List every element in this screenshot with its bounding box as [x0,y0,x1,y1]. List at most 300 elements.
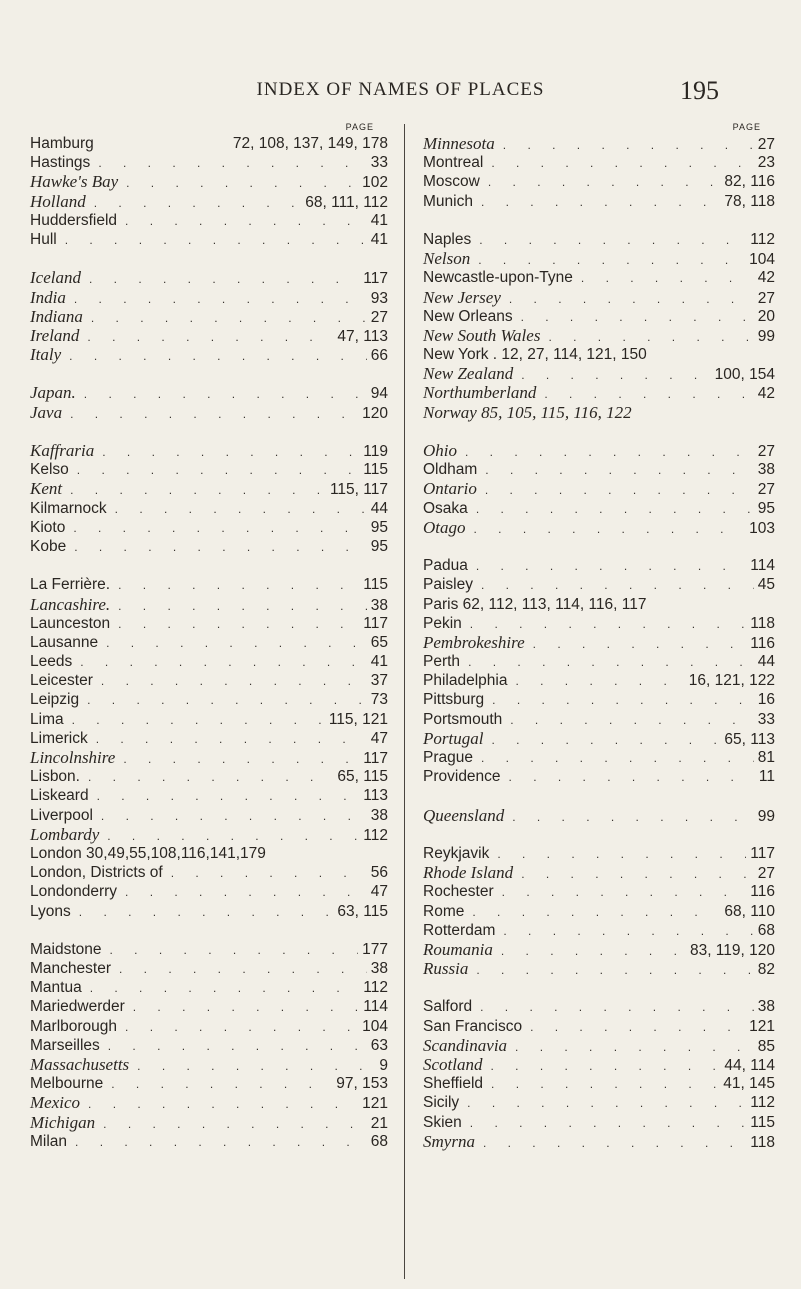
leader-dots [504,808,754,827]
place-name: London 30,49,55,108,116,141,179 [30,844,266,862]
place-name: Paris 62, 112, 113, 114, 116, 117 [423,595,647,613]
page-references: 66 [370,347,388,365]
page-references: 38 [370,806,388,824]
page-references: 63, 115 [337,902,388,920]
letter-group-gap [423,825,775,844]
page-references: 27 [757,443,775,460]
place-name: Rotterdam [423,921,496,939]
index-entry [423,192,775,211]
index-entry [423,671,775,690]
letter-group-gap [30,422,388,441]
index-groups [30,134,388,1151]
page-references: 112 [363,826,388,844]
page-references: 38 [370,596,388,614]
letter-group-gap [30,556,388,575]
place-name: New York . 12, 27, 114, 121, 150 [423,346,647,364]
place-name: Manchester [30,960,111,978]
index-entry [30,959,388,978]
page-references: 118 [750,614,775,632]
index-entry [30,671,388,690]
leader-dots [71,903,334,922]
place-name: Liskeard [30,787,89,805]
leader-dots [460,653,754,672]
leader-dots [102,941,359,960]
leader-dots [89,787,360,806]
page-references: 83, 119, 120 [689,941,775,959]
leader-dots [459,1094,746,1113]
index-entry [30,595,388,614]
leader-dots [501,768,755,787]
place-name: Leicester [30,672,93,690]
place-name: Prague [423,749,473,766]
leader-dots [513,366,710,385]
page-references: 33 [370,154,388,172]
leader-dots [475,1134,746,1153]
index-entry [423,902,775,921]
index-entry [423,1074,775,1093]
page-references: 117 [363,270,388,288]
index-entry [423,1017,775,1036]
place-name: Maidstone [30,940,102,958]
index-entry [30,211,388,230]
page-references: 68 [757,921,775,939]
index-entry [30,518,388,537]
place-name: Indiana [30,306,83,326]
place-name: Marlborough [30,1017,118,1035]
leader-dots [118,174,358,193]
page-header [0,76,801,109]
index-entry [30,652,388,671]
place-name: Ireland [30,325,80,345]
place-name: Pittsburg [423,691,485,709]
leader-dots [525,635,747,654]
leader-dots [473,576,754,595]
page-references: 94 [370,385,388,403]
index-entry [30,1055,388,1074]
place-name: Launceston [30,614,111,632]
leader-dots [468,557,746,576]
index-entry [30,575,388,594]
index-entry [30,882,388,901]
leader-dots [80,768,333,787]
index-entry [30,230,388,249]
leader-dots [93,672,367,691]
index-entry [30,940,388,959]
place-name: Leipzig [30,691,80,709]
page-references: 82, 116 [724,173,775,191]
place-name: Limerick [30,729,88,747]
leader-dots [117,212,367,231]
place-name: Scotland [423,1055,483,1074]
leader-dots [573,269,754,288]
index-column-left [30,120,388,1151]
index-entry [423,518,775,537]
index-entry [30,192,388,211]
leader-dots [83,309,367,328]
index-entry [30,633,388,652]
page-references: 47 [370,883,388,901]
page-references: 113 [363,787,388,805]
leader-dots [471,231,746,250]
page-references: 65 [370,633,388,651]
place-name: Ohio [423,441,457,460]
letter-group-gap [423,978,775,997]
leader-dots [115,750,359,769]
index-entry [30,978,388,997]
place-name: Lancashire. [30,594,111,614]
index-entry [30,153,388,172]
index-entry [423,595,775,614]
place-name: Melbourne [30,1075,104,1093]
leader-dots [484,691,754,710]
leader-dots [495,922,753,941]
place-name: Northumberland [423,383,537,403]
place-name: New Jersey [423,287,501,307]
page-references: 68, 111, 112 [305,193,388,211]
index-entry [30,748,388,767]
index-entry [30,383,388,402]
page-references: 114 [750,557,775,575]
index-entry [30,729,388,748]
index-column-right [423,120,775,1151]
index-entry [423,652,775,671]
index-entry [423,326,775,345]
page-references: 115 [363,576,388,594]
place-name: London, Districts of [30,864,163,882]
page-references: 95 [757,499,775,517]
page-references: 97, 153 [336,1075,388,1093]
place-name: Ontario [423,479,477,499]
index-entry [423,345,775,364]
leader-dots [69,461,360,480]
page-references: 16, 121, 122 [688,672,775,690]
place-name: Lombardy [30,824,100,844]
place-name: Sicily [423,1094,460,1112]
index-entry [30,479,388,498]
index-entry [423,921,775,940]
index-groups [423,134,775,1151]
place-name: Hamburg [30,135,94,152]
page-references: 104 [749,251,775,269]
index-entry [423,767,775,786]
leader-dots [473,193,720,212]
page-references: 103 [749,519,775,537]
index-entry [30,441,388,460]
leader-dots [507,672,684,691]
page-references: 112 [363,979,388,997]
leader-dots [66,290,367,309]
place-name: Providence [423,768,501,786]
page-references: 45 [757,576,775,594]
page-references: 37 [370,672,388,690]
index-entry [30,767,388,786]
index-entry [30,806,388,825]
page-references: 21 [370,1114,388,1132]
leader-dots [86,194,302,213]
index-entry [30,902,388,921]
leader-dots [489,845,746,864]
index-entry [423,249,775,268]
page-references: 116 [750,634,775,652]
leader-dots [502,711,753,730]
index-entry [423,710,775,729]
letter-group-gap [423,211,775,230]
leader-dots [477,461,753,480]
page-references: 115 [363,461,388,479]
place-name: Hastings [30,154,91,172]
place-name: Mariedwerder [30,998,125,1016]
leader-dots [483,154,753,173]
place-name: Munich [423,192,473,210]
page-references: 42 [757,385,775,403]
index-entry [423,460,775,479]
index-entry [423,134,775,153]
index-entry [30,307,388,326]
place-name: New South Wales [423,325,541,345]
place-name: Kent [30,479,63,499]
leader-dots [64,711,325,730]
page-references: 44, 114 [724,1057,775,1074]
leader-dots [95,1115,367,1134]
leader-dots [117,1018,358,1037]
page-references: 121 [749,1017,775,1035]
index-entry [423,1132,775,1151]
place-name: Rhode Island [423,863,514,883]
page-references: 95 [370,518,388,536]
index-entry [423,1113,775,1132]
page-references: 27 [757,481,775,499]
page-references: 63 [370,1036,388,1054]
leader-dots [493,942,686,961]
place-name: Kaffraria [30,441,95,460]
page-references: 115, 117 [329,481,388,499]
leader-dots [76,385,367,404]
page-references: 27 [757,865,775,883]
letter-group-gap [30,249,388,268]
page-references: 112 [750,230,775,248]
page-references: 65, 113 [724,730,775,748]
index-entry [30,710,388,729]
index-entry [423,230,775,249]
page-references: 33 [757,710,775,728]
index-entry [423,153,775,172]
index-entry [30,1132,388,1151]
page-references: 47, 113 [337,327,388,345]
index-entry [30,288,388,307]
page-references: 65, 115 [337,768,388,786]
page-references: 27 [370,308,388,326]
index-entry [423,288,775,307]
place-name: Moscow [423,173,480,191]
leader-dots [468,500,754,519]
place-name: Montreal [423,154,484,172]
leader-dots [163,864,367,883]
page-references: 115, 121 [328,710,388,728]
page-references: 27 [757,289,775,307]
index-entry [30,499,388,518]
index-entry [423,748,775,767]
page-column-label: PAGE [345,122,374,132]
place-name: Leeds [30,653,73,671]
leader-dots [100,1037,367,1056]
page-references: 68 [370,1132,388,1150]
index-entry [30,1017,388,1036]
place-name: Queensland [423,805,505,825]
index-entry [423,364,775,383]
page-references: 9 [379,1057,388,1074]
place-name: Scandinavia [423,1035,508,1055]
index-entry [30,863,388,882]
leader-dots [462,1114,747,1133]
leader-dots [507,1038,754,1057]
leader-dots [110,597,367,616]
leader-dots [477,481,754,500]
index-entry [423,806,775,825]
index-entry [30,786,388,805]
index-entry [423,940,775,959]
leader-dots [117,883,367,902]
place-name: Pembrokeshire [423,632,525,652]
leader-dots [111,960,367,979]
leader-dots [495,136,754,155]
index-entry [423,499,775,518]
leader-dots [94,443,359,462]
leader-dots [65,519,366,538]
place-name: Reykjavik [423,844,490,862]
page-references: 41 [370,653,388,671]
place-name: Smyrna [423,1131,475,1151]
letter-group-gap [30,364,388,383]
page-references: 117 [363,750,388,767]
place-name: New Orleans [423,307,513,325]
place-name: Massachusetts [30,1055,130,1074]
index-entry [423,633,775,652]
place-name: Skien [423,1113,462,1131]
page-references: 177 [362,940,388,958]
leader-dots [72,653,367,672]
page-references: 41, 145 [723,1075,775,1093]
leader-dots [107,500,367,519]
leader-dots [82,979,360,998]
leader-dots [513,865,754,884]
page-references: 93 [370,289,388,307]
place-name: Mexico [30,1093,81,1113]
page-references: 38 [370,960,388,978]
leader-dots [483,731,720,750]
place-name: Huddersfield [30,211,118,229]
letter-group-gap [423,537,775,556]
place-name: Mantua [30,979,82,997]
index-entry [30,403,388,422]
page-references: 104 [362,1017,388,1035]
leader-dots [466,520,746,539]
place-name: Minnesota [423,134,495,153]
place-name: La Ferrière. [30,576,111,594]
leader-dots [468,961,753,980]
place-name: Sheffield [423,1075,484,1093]
index-entry [30,825,388,844]
place-name: Lima [30,710,64,728]
index-entry [30,844,388,863]
index-entry [423,403,775,422]
place-name: Oldham [423,461,478,479]
place-name: Portugal [423,728,484,748]
index-entry [30,997,388,1016]
place-name: Lisbon. [30,768,80,786]
place-name: Londonderry [30,883,118,901]
leader-dots [464,903,720,922]
leader-dots [125,998,360,1017]
letter-group-gap [30,921,388,940]
place-name: Rome [423,902,465,920]
leader-dots [61,347,367,366]
place-name: Roumania [423,939,493,959]
page-references: 100, 154 [714,366,775,384]
leader-dots [513,308,754,327]
page-references: 20 [757,307,775,325]
place-name: Java [30,402,63,422]
index-entry [30,1036,388,1055]
place-name: Norway 85, 105, 115, 116, 122 [423,402,632,422]
page-references: 81 [757,749,775,766]
leader-dots [494,883,747,902]
letter-group-gap [423,422,775,441]
index-entry [423,556,775,575]
page-references: 119 [363,443,388,460]
leader-dots [93,807,367,826]
leader-dots [457,443,754,462]
place-name: Padua [423,557,468,575]
place-name: Lyons [30,902,71,920]
index-entry [423,1055,775,1074]
page-references: 41 [370,230,388,248]
page-references: 11 [758,768,775,786]
index-entry [30,172,388,191]
leader-dots [88,730,367,749]
place-name: Paisley [423,576,473,594]
place-name: San Francisco [423,1017,523,1035]
place-name: Osaka [423,499,468,517]
place-name: Salford [423,998,473,1016]
leader-dots [473,749,754,768]
place-name: Otago [423,517,466,537]
page-references: 38 [757,461,775,479]
page-references: 115 [750,1113,775,1131]
index-entry [30,134,388,153]
place-name: Philadelphia [423,672,508,690]
leader-dots [110,576,359,595]
page-references: 44 [370,499,388,517]
leader-dots [483,1075,719,1094]
leader-dots [480,173,721,192]
index-entry [423,844,775,863]
page-references: 102 [362,174,388,192]
page-references: 99 [757,327,775,345]
page-references: 23 [757,154,775,172]
index-entry [423,268,775,287]
page-references: 117 [750,844,775,862]
place-name: Hawke's Bay [30,172,119,192]
page-column-label: PAGE [732,122,761,132]
place-name: Kilmarnock [30,499,107,517]
place-name: Perth [423,653,461,671]
leader-dots [462,615,747,634]
place-name: Kioto [30,518,66,536]
index-entry [30,690,388,709]
place-name: Italy [30,345,62,365]
index-entry [30,1074,388,1093]
leader-dots [98,634,367,653]
